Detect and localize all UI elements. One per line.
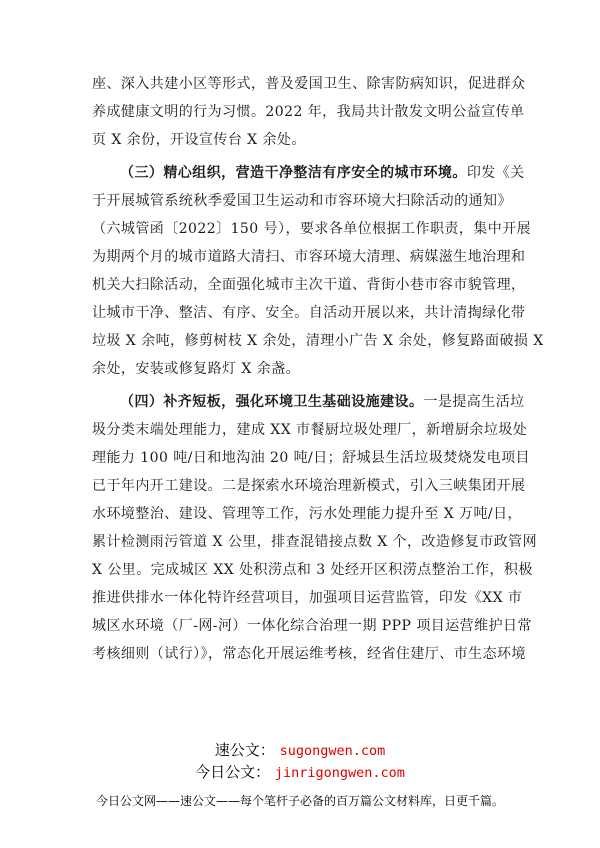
site-link[interactable]: sugongwen.com	[279, 743, 386, 759]
text-line: 考核细则（试行）》，常态化开展运维考核，经省住建厅、市生态环境	[92, 646, 526, 663]
text-line: X 公里。完成城区 XX 处积涝点和 3 处经开区积涝点整治工作，积极	[92, 562, 533, 579]
text-line: 垃圾 X 余吨，修剪树枝 X 余处，清理小广告 X 余处，修复路面破损 X	[92, 333, 544, 350]
text-line: 养成健康文明的行为习惯。2022 年，我局共计散发文明公益宣传单	[92, 104, 525, 121]
site-row-2	[0, 762, 600, 784]
paragraph-1	[92, 70, 526, 154]
text-line: 余处，安装或修复路灯 X 余盏。	[92, 361, 301, 378]
paragraph-3	[92, 388, 538, 669]
section-heading-3: （三）精心组织，营造干净整洁有序安全的城市环境。	[120, 164, 467, 181]
site-label: 速公文：	[214, 741, 275, 759]
text-line: 推进供排水一体化特许经营项目，加强项目运营监管，印发《XX 市	[92, 590, 523, 607]
text-line: 座、深入共建小区等形式，普及爱国卫生、除害防病知识，促进群众	[92, 76, 526, 92]
text-line: 于开展城管系统秋季爱国卫生运动和市容环境大扫除活动的通知》	[92, 192, 512, 209]
text-line: 水环境整治、建设、管理等工作，污水处理能力提升至 X 万吨/日，	[92, 506, 522, 522]
site-link[interactable]: jinrigongwen.com	[274, 765, 405, 781]
text-line	[92, 388, 525, 416]
text-line: 机关大扫除活动，全面强化城市主次干道、背街小巷市容市貌管理，	[92, 276, 526, 293]
text-line: 页 X 余份，开设宣传台 X 余处。	[92, 132, 306, 149]
section-heading-4: （四）补齐短板，强化环境卫生基础设施建设。	[120, 393, 424, 410]
footer-slogan: 今日公文网——速公文——每个笔杆子必备的百万篇公文材料库，日更千篇。	[95, 794, 504, 808]
site-label: 今日公文：	[195, 763, 271, 781]
text-line: 为期两个月的城市道路大清扫、市容环境大清理、病媒滋生地治理和	[92, 248, 526, 265]
document-body	[92, 70, 544, 673]
site-row-1	[0, 740, 600, 762]
text-line: 已于年内开工建设。二是探索水环境治理新模式，引入三峡集团开展	[92, 477, 526, 494]
text-line: （六城管函〔2022〕150 号），要求各单位根据工作职责，集中开展	[92, 220, 532, 237]
text-line: 累计检测雨污管道 X 公里，排查混错接点数 X 个，改造修复市政管网	[92, 534, 538, 551]
text-run: 印发《关	[466, 164, 525, 181]
paragraph-2	[92, 159, 544, 384]
text-line: 让城市干净、整洁、有序、安全。自活动开展以来，共计清掏绿化带	[92, 305, 526, 322]
text-run: 一是提高生活垃	[423, 393, 525, 410]
text-line: 理能力 100 吨/日和地沟油 20 吨/日；舒城县生活垃圾焚烧发电项目	[92, 449, 530, 466]
text-line	[92, 159, 525, 187]
text-line: 圾分类末端处理能力，建成 XX 市餐厨垃圾处理厂，新增厨余垃圾处	[92, 421, 528, 438]
text-line: 城区水环境（厂-网-河）一体化综合治理一期 PPP 项目运营维护日常	[92, 618, 532, 635]
watermark-footer	[0, 740, 600, 812]
